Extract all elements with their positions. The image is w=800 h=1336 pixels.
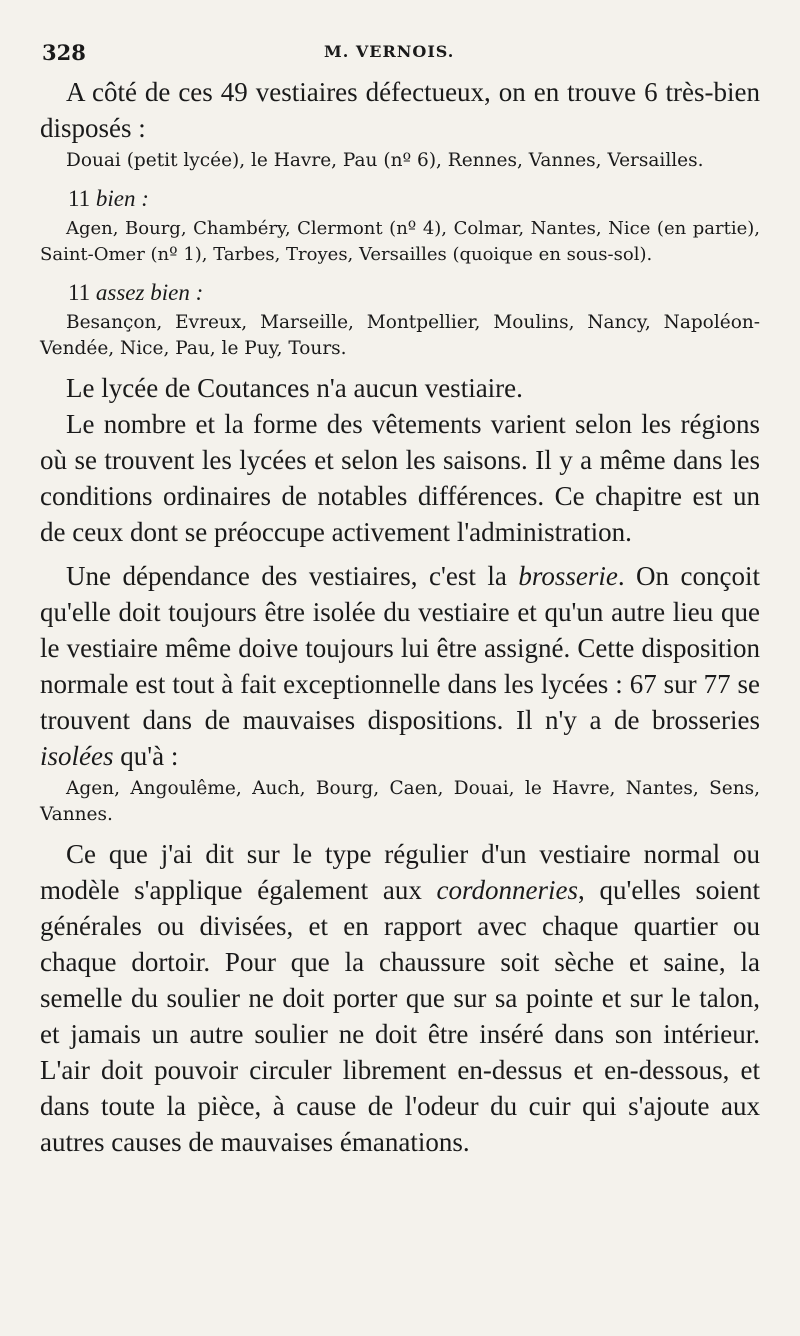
paragraph-cordonneries xyxy=(40,836,760,1160)
paragraph-vetements: Le nombre et la forme des vêtements varient selon les régions où se trouvent les lycées et selon les saisons. Il y a même dans les conditions ordinaires de notables différences. Ce chapitre est un de ceux dont se préoccupe activement l'administration. xyxy=(40,409,760,547)
label-bien-count: 11 xyxy=(68,186,91,211)
page xyxy=(40,30,760,1160)
list-brosseries: Agen, Angoulême, Auch, Bourg, Caen, Douai, le Havre, Nantes, Sens, Vannes. xyxy=(40,778,760,825)
italic-cordonneries: cordonneries xyxy=(436,875,579,905)
list-tres-bien: Douai (petit lycée), le Havre, Pau (nº 6), Rennes, Vannes, Versailles. xyxy=(66,150,704,171)
paragraph-brosserie xyxy=(40,558,760,774)
running-head: M. VERNOIS. xyxy=(324,42,455,61)
italic-isolees: isolées xyxy=(40,741,114,771)
text-run: . On conçoit qu'elle doit toujours être isolée du vestiaire et qu'un autre lieu que le vestiaire même doive toujours lui être assigné. Cette disposition normale est tout à fait exceptionnelle dans les lycées : 67 sur 77 se trouvent dans de mauvaises dispositions. Il n'y a de brosseries xyxy=(40,561,760,735)
page-number: 328 xyxy=(42,40,86,65)
page-header xyxy=(40,30,760,74)
label-assez-bien xyxy=(40,278,760,308)
label-bien xyxy=(40,184,760,214)
text-run: Une dépendance des vestiaires, c'est la xyxy=(66,561,519,591)
text-run: , qu'elles soient générales ou divisées, et en rapport avec chaque quartier ou chaque dortoir. Pour que la chaussure soit sèche et saine, la semelle du soulier ne doit porter que sur sa pointe et sur le talon, et jamais un autre soulier ne doit être inséré dans son intérieur. L'air doit pouvoir circuler librement en-dessus et en-dessous, et dans toute la pièce, à cause de l'odeur du cuir qui s'ajoute aux autres causes de mauvaises émanations. xyxy=(40,875,760,1157)
list-assez-bien: Besançon, Evreux, Marseille, Montpellier, Moulins, Nancy, Napoléon-Vendée, Nice, Pau, le Puy, Tours. xyxy=(40,312,760,359)
label-bien-text: bien : xyxy=(95,186,149,211)
list-bien: Agen, Bourg, Chambéry, Clermont (nº 4), Colmar, Nantes, Nice (en partie), Saint-Omer (nº 1), Tarbes, Troyes, Versailles (quoique en sous-sol). xyxy=(40,218,760,265)
label-assez-bien-count: 11 xyxy=(68,280,91,305)
paragraph-intro: A côté de ces 49 vestiaires défectueux, on en trouve 6 très-bien disposés : xyxy=(40,77,760,143)
text-run: qu'à : xyxy=(113,741,179,771)
italic-brosserie: brosserie xyxy=(518,561,618,591)
paragraph-coutances: Le lycée de Coutances n'a aucun vestiaire. xyxy=(66,373,523,403)
label-assez-bien-text: assez bien : xyxy=(95,280,204,305)
text-run: Ce que j'ai dit sur le type régulier d'un vestiaire normal ou modèle s'applique également aux xyxy=(40,839,760,905)
